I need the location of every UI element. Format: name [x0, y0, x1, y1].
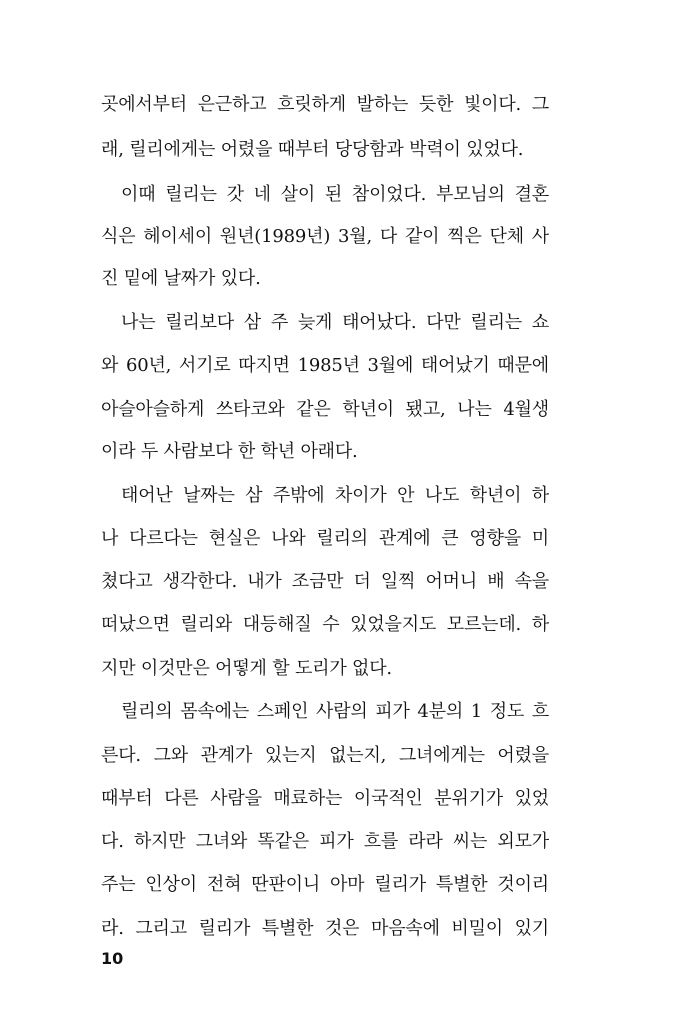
text-line: 이라 두 사람보다 한 학년 아래다.	[101, 441, 358, 462]
text-line: 아슬아슬하게 쓰타코와 같은 학년이 됐고, 나는 4월생	[101, 399, 549, 420]
text-line: 쳤다고 생각한다. 내가 조금만 더 일찍 어머니 배 속을	[101, 571, 549, 592]
text-line: 이때 릴리는 갓 네 살이 된 참이었다. 부모님의 결혼	[121, 184, 549, 205]
text-line: 릴리의 몸속에는 스페인 사람의 피가 4분의 1 정도 흐	[121, 701, 549, 722]
text-line: 라. 그리고 릴리가 특별한 것은 마음속에 비밀이 있기	[101, 918, 549, 939]
text-line: 와 60년, 서기로 따지면 1985년 3월에 태어났기 때문에	[101, 355, 549, 376]
text-line: 나 다르다는 현실은 나와 릴리의 관계에 큰 영향을 미	[101, 528, 549, 549]
text-line: 지만 이것만은 어떻게 할 도리가 없다.	[101, 658, 392, 679]
text-line: 주는 인상이 전혀 딴판이니 아마 릴리가 특별한 것이리	[101, 874, 549, 895]
text-line: 곳에서부터 은근하고 흐릿하게 발하는 듯한 빛이다. 그	[101, 94, 549, 115]
text-line: 다. 하지만 그녀와 똑같은 피가 흐를 라라 씨는 외모가	[101, 831, 549, 852]
text-line: 래, 릴리에게는 어렸을 때부터 당당함과 박력이 있었다.	[101, 139, 524, 160]
page-number: 10	[101, 949, 124, 968]
text-line: 때부터 다른 사람을 매료하는 이국적인 분위기가 있었	[101, 788, 549, 809]
text-line: 나는 릴리보다 삼 주 늦게 태어났다. 다만 릴리는 쇼	[121, 312, 549, 333]
text-line: 태어난 날짜는 삼 주밖에 차이가 안 나도 학년이 하	[121, 485, 549, 506]
text-line: 식은 헤이세이 원년(1989년) 3월, 다 같이 찍은 단체 사	[101, 226, 549, 247]
text-line: 떠났으면 릴리와 대등해질 수 있었을지도 모르는데. 하	[101, 614, 549, 635]
text-line: 진 밑에 날짜가 있다.	[101, 268, 261, 289]
text-line: 른다. 그와 관계가 있는지 없는지, 그녀에게는 어렸을	[101, 745, 549, 766]
